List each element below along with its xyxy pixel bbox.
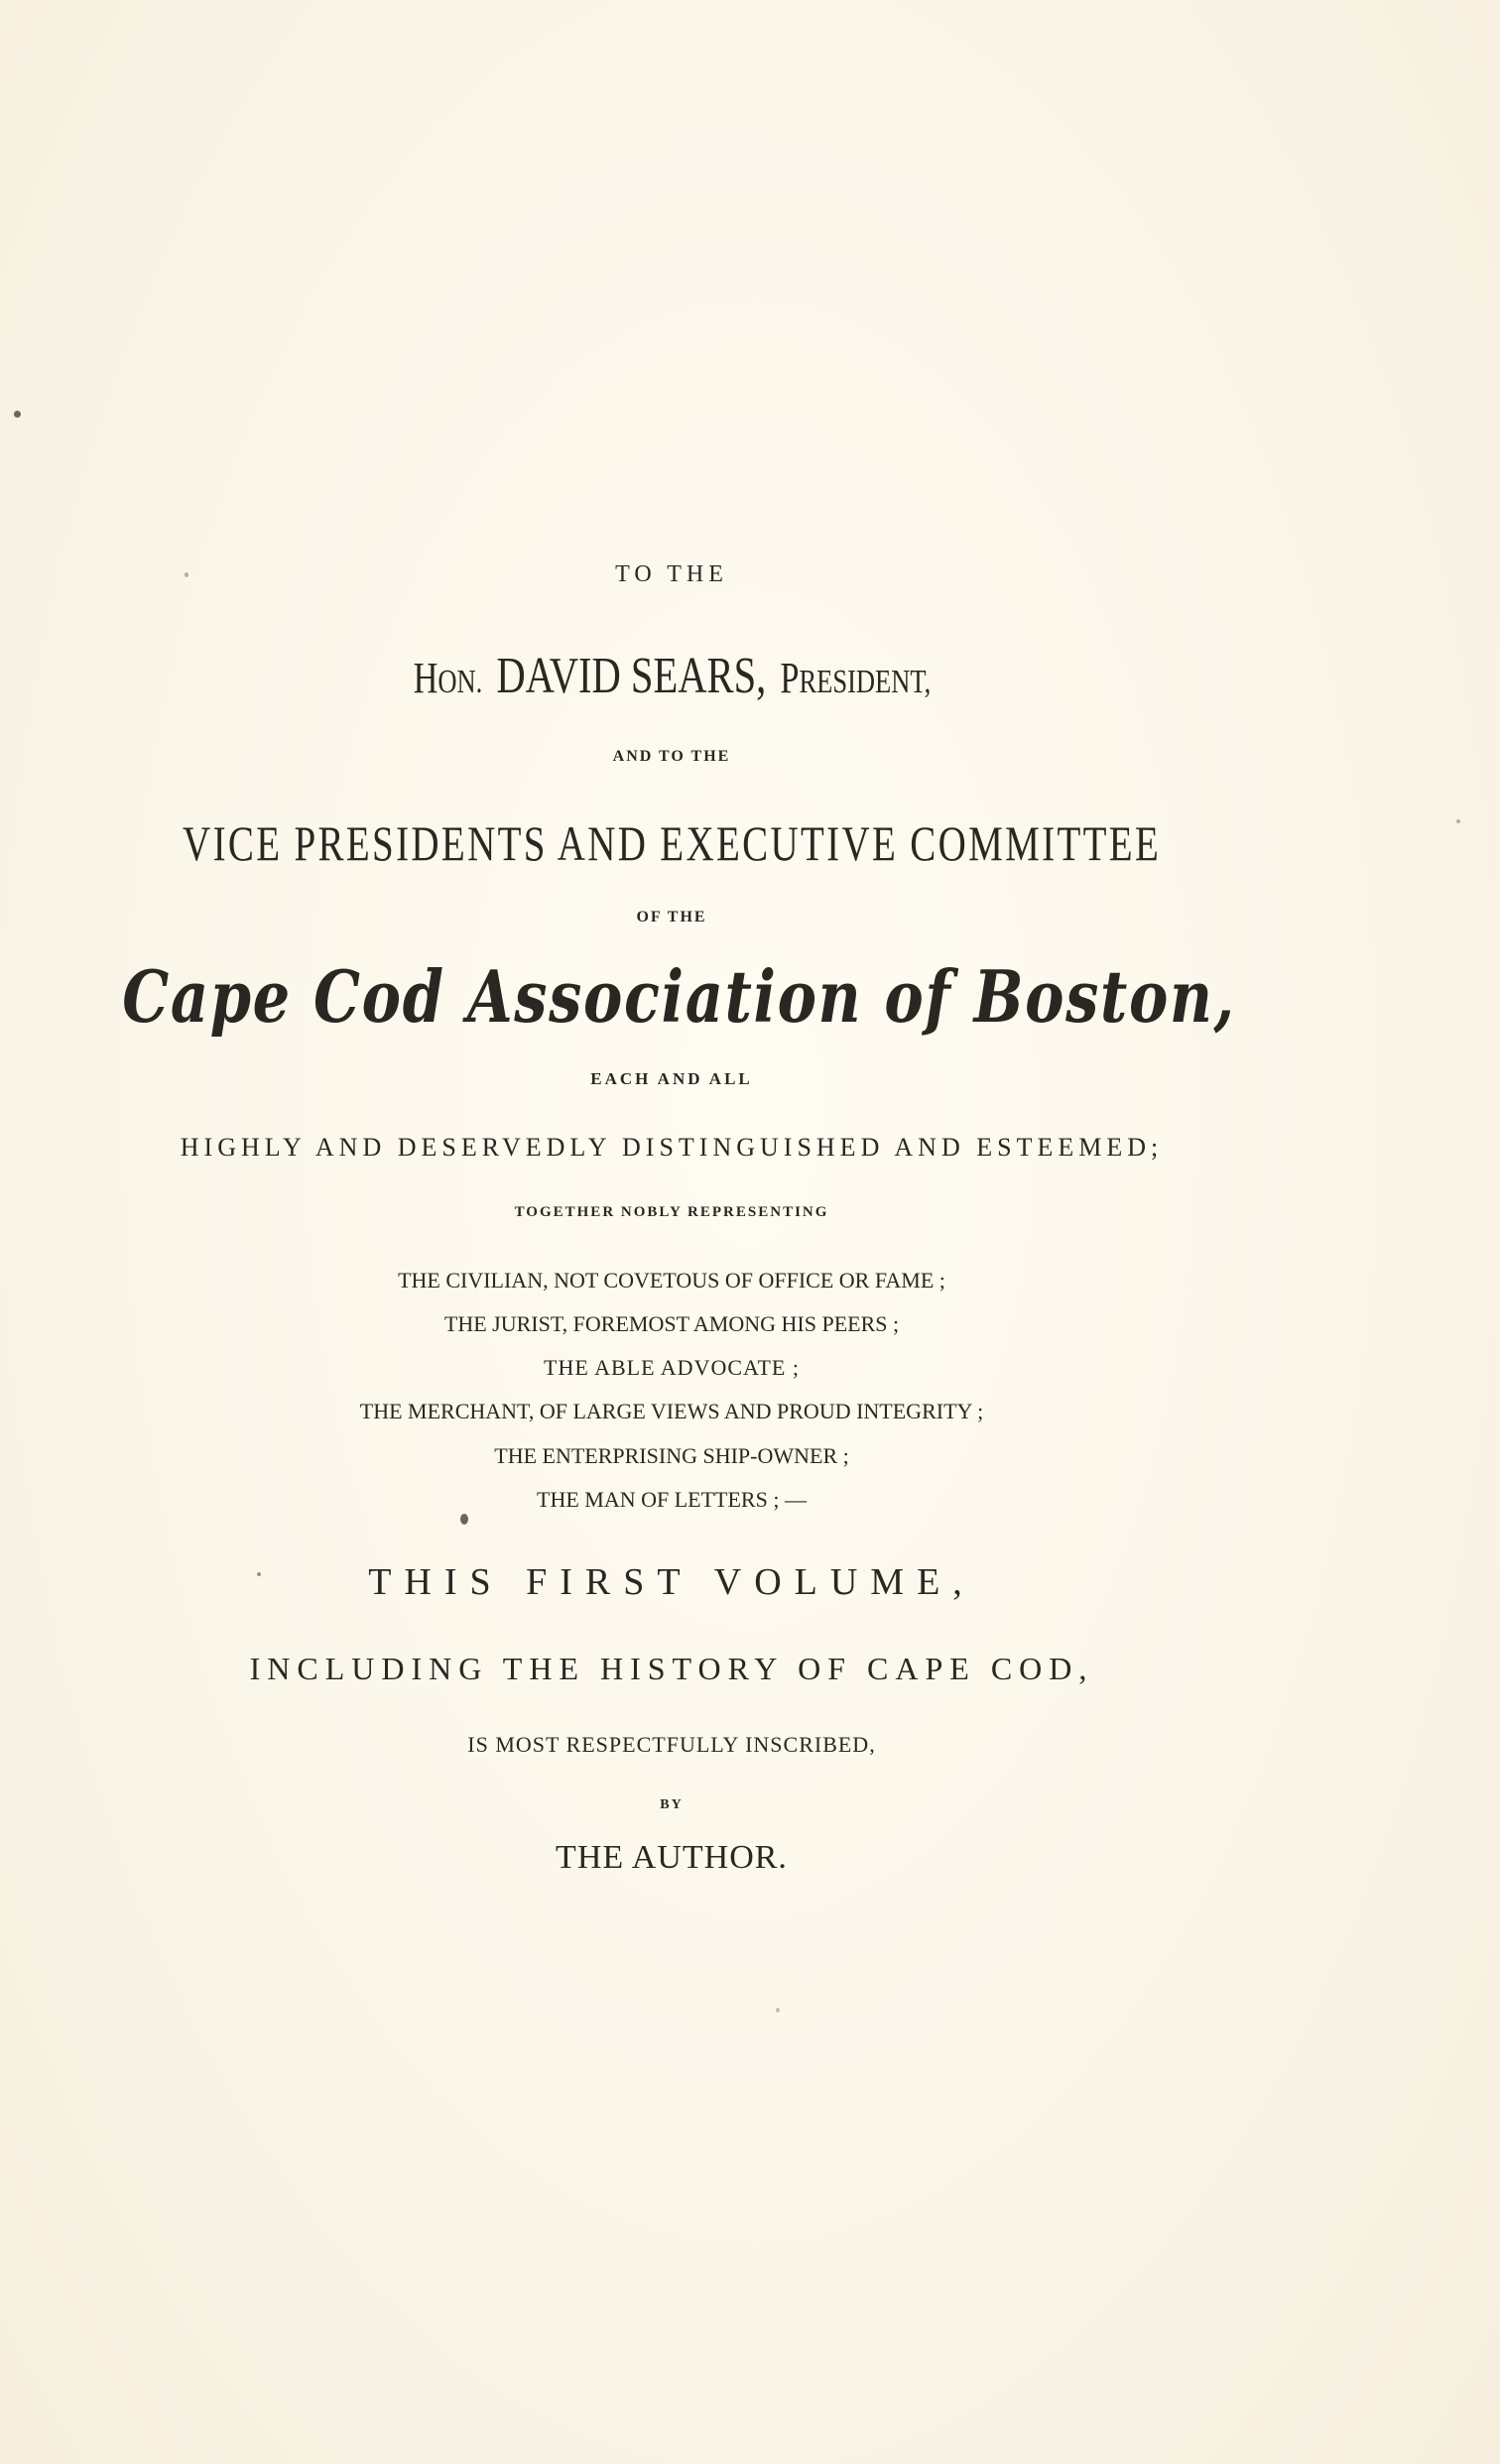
hon-rest: ON. <box>437 664 482 700</box>
ink-speck <box>776 2008 780 2013</box>
together-line: TOGETHER NOBLY REPRESENTING <box>514 1204 829 1220</box>
title-initial: P <box>779 654 800 702</box>
representing-jurist: THE JURIST, FOREMOST AMONG HIS PEERS ; <box>443 1311 900 1336</box>
title-rest: RESIDENT, <box>799 664 931 700</box>
vice-presidents-heading: VICE PRESIDENTS AND EXECUTIVE COMMITTEE <box>182 815 1162 871</box>
highly-line: HIGHLY AND DESERVEDLY DISTINGUISHED AND ESTEEMED; <box>180 1133 1164 1162</box>
ink-speck <box>1456 819 1460 823</box>
by-line: BY <box>660 1797 684 1812</box>
to-the-line: TO THE <box>615 561 728 587</box>
vice-presidents-line <box>0 811 1343 875</box>
representing-man-of-letters: THE MAN OF LETTERS ; — <box>537 1487 807 1512</box>
ink-speck <box>14 411 21 418</box>
representing-advocate: THE ABLE ADVOCATE ; <box>544 1355 800 1380</box>
hon-initial: H <box>413 654 438 702</box>
volume-line: THIS FIRST VOLUME, <box>368 1561 975 1603</box>
representing-merchant: THE MERCHANT, OF LARGE VIEWS AND PROUD INTEGRITY ; <box>359 1399 984 1423</box>
including-line: INCLUDING THE HISTORY OF CAPE COD, <box>249 1651 1094 1686</box>
author-line: THE AUTHOR. <box>556 1839 788 1876</box>
representing-civilian: THE CIVILIAN, NOT COVETOUS OF OFFICE OR FAME ; <box>398 1268 945 1293</box>
and-to-the-line: AND TO THE <box>612 748 731 765</box>
association-name: Cape Cod Association of Boston, <box>122 954 1236 1039</box>
honoree-name: DAVID SEARS, <box>495 648 766 704</box>
of-the-line: OF THE <box>636 909 707 925</box>
honoree-heading <box>413 645 931 720</box>
ink-speck <box>460 1514 468 1525</box>
each-and-all-line: EACH AND ALL <box>590 1069 753 1088</box>
representing-ship-owner: THE ENTERPRISING SHIP-OWNER ; <box>494 1443 849 1468</box>
inscribed-line: IS MOST RESPECTFULLY INSCRIBED, <box>467 1732 876 1757</box>
association-line <box>0 952 1343 1042</box>
honoree-line <box>0 645 1343 708</box>
